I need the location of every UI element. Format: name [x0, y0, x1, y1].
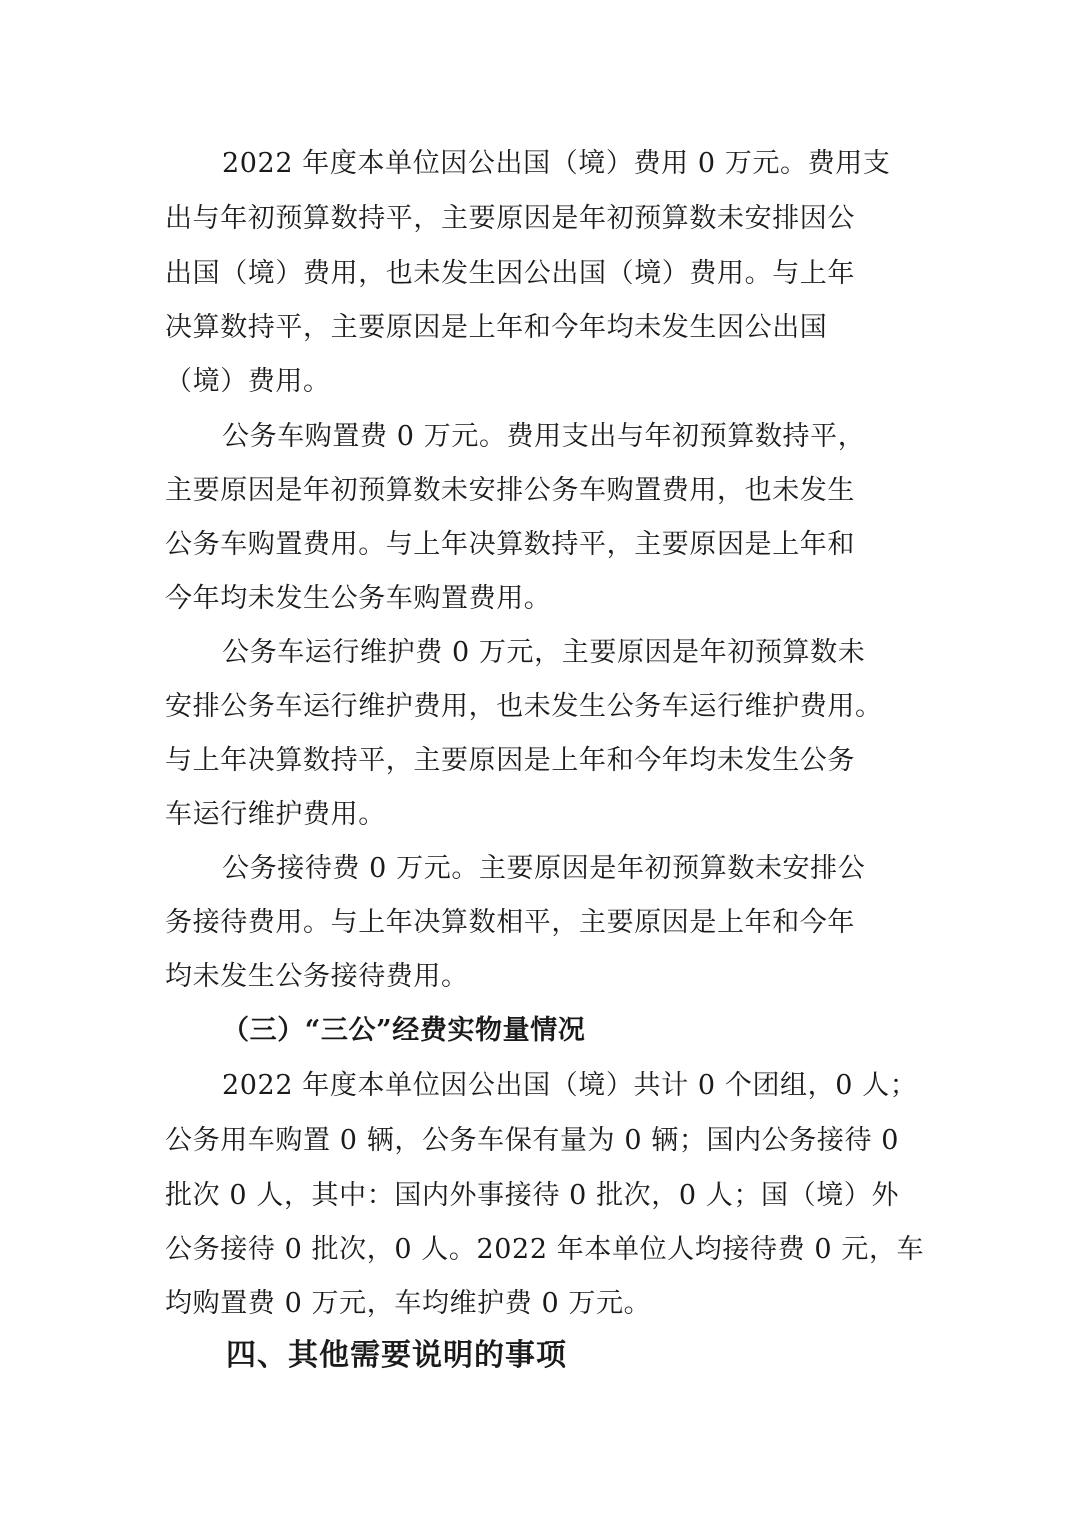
paragraph-line: 均购置费 0 万元，车均维护费 0 万元。	[165, 1288, 652, 1319]
paragraph-line: 公务车运行维护费 0 万元，主要原因是年初预算数未	[222, 637, 866, 668]
paragraph-line: 2022 年度本单位因公出国（境）共计 0 个团组，0 人；	[222, 1070, 918, 1101]
paragraph-line: 公务接待费 0 万元。主要原因是年初预算数未安排公	[222, 853, 866, 884]
subheading: （三）“三公”经费实物量情况	[222, 1015, 586, 1046]
paragraph-line: 出与年初预算数持平，主要原因是年初预算数未安排因公	[165, 203, 855, 234]
paragraph-line: 公务接待 0 批次，0 人。2022 年本单位人均接待费 0 元，车	[165, 1234, 925, 1265]
paragraph-line: 出国（境）费用，也未发生因公出国（境）费用。与上年	[165, 258, 855, 289]
paragraph-line: 公务车购置费用。与上年决算数持平，主要原因是上年和	[165, 529, 855, 560]
paragraph-line: 与上年决算数持平，主要原因是上年和今年均未发生公务	[165, 745, 855, 776]
paragraph-line: 2022 年度本单位因公出国（境）费用 0 万元。费用支	[222, 148, 891, 179]
paragraph-line: 主要原因是年初预算数未安排公务车购置费用，也未发生	[165, 475, 855, 506]
paragraph-line: 批次 0 人，其中：国内外事接待 0 批次，0 人；国（境）外	[165, 1180, 900, 1211]
section-heading: 四、其他需要说明的事项	[226, 1338, 567, 1373]
paragraph-line: （境）费用。	[165, 366, 331, 397]
paragraph-line: 今年均未发生公务车购置费用。	[165, 583, 552, 614]
paragraph-line: 公务车购置费 0 万元。费用支出与年初预算数持平，	[222, 421, 866, 452]
paragraph-line: 安排公务车运行维护费用，也未发生公务车运行维护费用。	[165, 691, 883, 722]
paragraph-line: 公务用车购置 0 辆，公务车保有量为 0 辆；国内公务接待 0	[165, 1125, 900, 1156]
paragraph-line: 决算数持平，主要原因是上年和今年均未发生因公出国	[165, 312, 828, 343]
paragraph-line: 车运行维护费用。	[165, 799, 386, 830]
paragraph-line: 均未发生公务接待费用。	[165, 961, 469, 992]
paragraph-line: 务接待费用。与上年决算数相平，主要原因是上年和今年	[165, 907, 855, 938]
